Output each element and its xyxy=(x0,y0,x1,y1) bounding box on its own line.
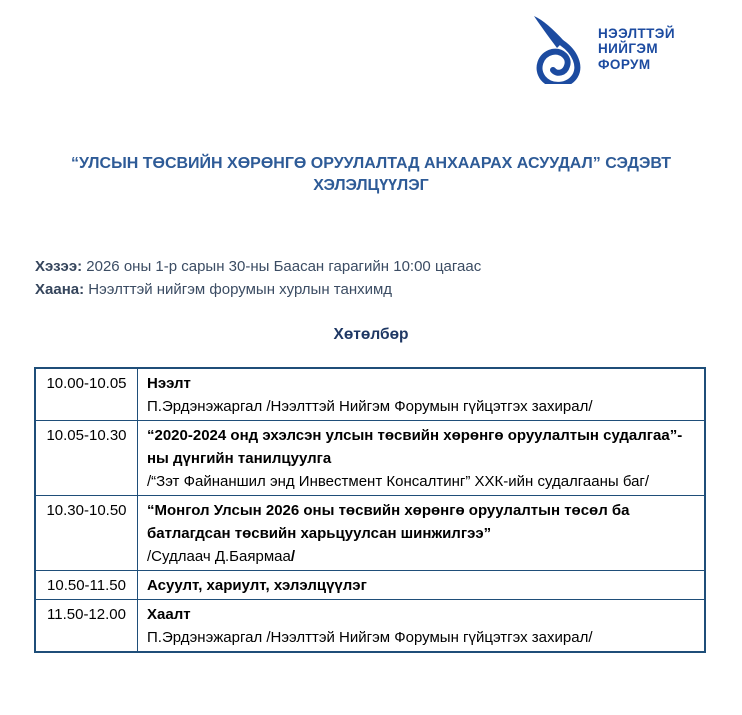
row-time: 10.00-10.05 xyxy=(36,369,138,420)
row-subtitle xyxy=(147,470,695,493)
program-table xyxy=(34,367,706,653)
row-time: 10.50-11.50 xyxy=(36,571,138,599)
logo-line-2: НИЙГЭМ xyxy=(598,41,659,57)
row-time: 11.50-12.00 xyxy=(36,600,138,651)
event-where xyxy=(35,278,481,301)
open-society-forum-logo xyxy=(531,14,675,84)
spiral-comet-icon xyxy=(531,14,587,84)
logo-line-3: ФОРУМ xyxy=(598,56,651,72)
row-title: Хаалт xyxy=(147,605,191,623)
row-title: “2020-2024 онд эхэлсэн улсын төсвийн хөрөнгө оруулалтын судалгаа”-ны дүнгийн танилцуулга xyxy=(147,426,683,467)
row-content xyxy=(138,421,704,495)
logo-wordmark xyxy=(598,26,675,73)
row-subtitle-text: /Судлаач Д.Баярмаа xyxy=(147,547,291,565)
event-meta xyxy=(35,255,481,301)
row-content xyxy=(138,600,704,651)
row-subtitle-text: /“Зэт Файнаншил энд Инвестмент Консалтинг” ХХК-ийн судалгааны баг/ xyxy=(147,472,650,490)
table-row xyxy=(36,369,704,420)
table-row xyxy=(36,599,704,651)
row-subtitle-text: П.Эрдэнэжаргал /Нээлттэй Нийгэм Форумын гүйцэтгэх захирал/ xyxy=(147,397,593,415)
row-time: 10.05-10.30 xyxy=(36,421,138,495)
row-title: “Монгол Улсын 2026 оны төсвийн хөрөнгө оруулалтын төсөл ба батлагдсан төсвийн харьцуулсан шинжилгээ” xyxy=(147,501,630,542)
row-time: 10.30-10.50 xyxy=(36,496,138,570)
row-subtitle xyxy=(147,395,695,418)
row-content xyxy=(138,496,704,570)
row-title: Асуулт, хариулт, хэлэлцүүлэг xyxy=(147,576,367,594)
row-title: Нээлт xyxy=(147,374,191,392)
row-content xyxy=(138,571,704,599)
table-row xyxy=(36,570,704,599)
row-subtitle-suffix: / xyxy=(290,547,295,565)
when-value: 2026 оны 1-р сарын 30-ны Баасан гарагийн 10:00 цагаас xyxy=(82,258,482,275)
row-subtitle xyxy=(147,626,695,649)
table-row xyxy=(36,420,704,495)
where-value: Нээлттэй нийгэм форумын хурлын танхимд xyxy=(84,281,393,298)
where-label: Хаана: xyxy=(35,281,85,298)
row-subtitle xyxy=(147,545,695,568)
row-content xyxy=(138,369,704,420)
event-when xyxy=(35,255,481,278)
program-heading: Хөтөлбөр xyxy=(333,326,409,343)
when-label: Хэзээ: xyxy=(35,258,83,275)
row-subtitle-text: П.Эрдэнэжаргал /Нээлттэй Нийгэм Форумын гүйцэтгэх захирал/ xyxy=(147,628,593,646)
logo-line-1: НЭЭЛТТЭЙ xyxy=(598,25,675,41)
document-title: “УЛСЫН ТӨСВИЙН ХӨРӨНГӨ ОРУУЛАЛТАД АНХААРАХ АСУУДАЛ” СЭДЭВТ ХЭЛЭЛЦҮҮЛЭГ xyxy=(70,155,672,194)
table-row xyxy=(36,495,704,570)
